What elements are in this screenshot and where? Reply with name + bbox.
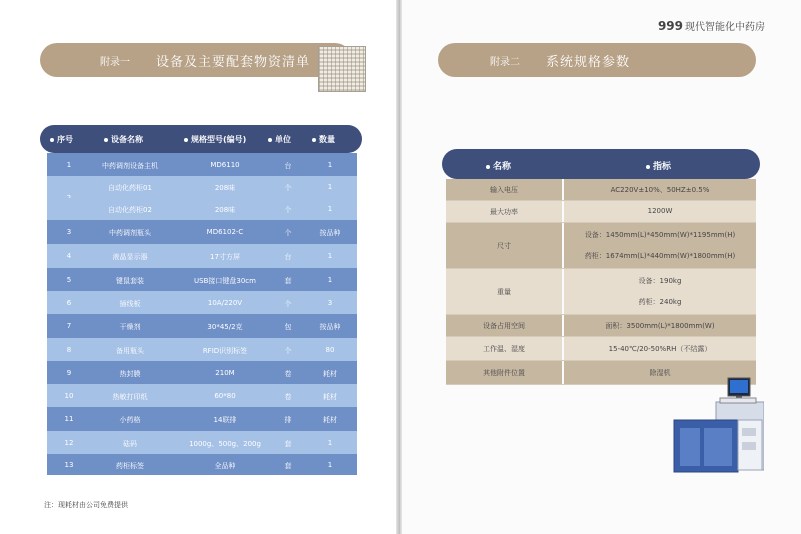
cell-name: 砝码 (123, 440, 137, 448)
cell-qty: 3 (327, 299, 333, 307)
spec-table-header (442, 149, 760, 179)
cell-unit: 套 (284, 440, 292, 448)
table-row (47, 244, 357, 268)
cell-no: 7 (66, 322, 72, 330)
cell-name: 自动化药柜02 (108, 206, 152, 214)
table-row (47, 431, 357, 454)
cell-unit: 个 (284, 206, 292, 214)
spec-value: AC220V±10%、50HZ±0.5% (610, 186, 710, 194)
spec-row (446, 201, 756, 223)
cell-spec: 17寸方屏 (210, 253, 240, 261)
cell-spec: 10A/220V (207, 299, 243, 307)
cell-no: 4 (66, 252, 72, 260)
spec-name: 其他附件位置 (483, 369, 525, 377)
cell-no: 5 (66, 276, 72, 284)
spec-name: 重量 (497, 288, 511, 296)
cell-unit: 包 (284, 323, 292, 331)
spec-value: 药柜：240kg (638, 298, 682, 306)
cell-name: 药柜标签 (116, 462, 144, 470)
cell-spec: 1000g、500g、200g (189, 440, 261, 448)
cell-qty: 按品种 (319, 229, 341, 237)
cell-unit: 个 (284, 300, 292, 308)
cell-unit: 套 (284, 277, 292, 285)
header-unit: 单位 (268, 134, 291, 145)
header-no: 序号 (50, 134, 73, 145)
cell-qty: 1 (327, 461, 333, 469)
cell-unit: 个 (284, 347, 292, 355)
cell-unit: 个 (284, 229, 292, 237)
table-row (47, 291, 357, 314)
footnote: 注：现耗材由公司免费提供 (44, 501, 128, 509)
spec-value: 药柜：1674mm(L)*440mm(W)*1800mm(H) (584, 252, 736, 260)
cell-unit: 卷 (284, 393, 292, 401)
spec-table (446, 179, 756, 385)
spec-value: 设备：190kg (638, 277, 682, 285)
spec-name: 输入电压 (490, 186, 518, 194)
spec-name: 设备占用空间 (483, 322, 525, 330)
cell-name: 键鼠套装 (116, 277, 144, 285)
cell-name: 热封膜 (119, 370, 141, 378)
header-name: 设备名称 (104, 134, 143, 145)
cell-spec: 14联排 (213, 416, 237, 424)
spec-row (446, 223, 756, 269)
header-item-value: 指标 (646, 159, 671, 172)
cell-no: 9 (66, 369, 72, 377)
spec-row (446, 179, 756, 201)
appendix-two-title: 系统规格参数 (546, 54, 631, 70)
cell-name: 中药调剂设备主机 (102, 162, 158, 170)
spec-value: 1200W (647, 207, 673, 215)
cell-no: 6 (66, 299, 72, 307)
cell-qty: 1 (327, 276, 333, 284)
cell-spec: 全品种 (214, 462, 236, 470)
equipment-table-header (40, 125, 362, 153)
cell-qty: 耗材 (323, 416, 337, 424)
cell-unit: 排 (284, 416, 292, 424)
table-row (47, 268, 357, 291)
cell-no: 1 (66, 161, 72, 169)
cell-unit: 卷 (284, 370, 292, 378)
cell-spec: 208味 (214, 184, 236, 192)
bullet-dot-icon (486, 165, 490, 169)
cell-qty: 按品种 (319, 323, 341, 331)
table-row (47, 220, 357, 244)
brand-header (658, 18, 765, 33)
bullet-dot-icon (104, 138, 108, 142)
brand-number: 999 (657, 19, 683, 33)
cell-name: 热敏打印纸 (112, 393, 148, 401)
spec-value: 设备：1450mm(L)*450mm(W)*1195mm(H) (584, 231, 736, 239)
cell-spec: MD6110 (210, 161, 240, 169)
table-row (47, 314, 357, 338)
table-row (47, 338, 357, 361)
cell-qty: 1 (327, 252, 333, 260)
appendix-one-title: 设备及主要配套物资清单 (156, 54, 311, 70)
equipment-table (47, 153, 357, 475)
cell-qty: 1 (327, 205, 333, 213)
bullet-dot-icon (268, 138, 272, 142)
medicine-cabinet-photo (318, 46, 366, 92)
cell-qty: 耗材 (323, 370, 337, 378)
cell-name: 插线板 (119, 300, 141, 308)
spec-name: 最大功率 (490, 208, 518, 216)
cell-unit: 台 (284, 162, 292, 170)
cell-unit: 套 (284, 462, 292, 470)
cell-no: 8 (66, 346, 72, 354)
bullet-dot-icon (312, 138, 316, 142)
cell-no: 3 (66, 228, 72, 236)
bullet-dot-icon (184, 138, 188, 142)
cell-spec: 210M (215, 369, 235, 377)
spec-value: 15-40℃/20-50%RH（不结露） (608, 345, 712, 353)
spec-row (446, 269, 756, 315)
table-row (47, 407, 357, 431)
cell-unit: 个 (284, 184, 292, 192)
cell-no: 12 (64, 439, 74, 447)
cell-no: 13 (64, 461, 74, 469)
bullet-dot-icon (646, 165, 650, 169)
cell-no: 11 (64, 415, 74, 423)
appendix-one-banner (40, 43, 352, 77)
cell-spec: MD6102-C (206, 228, 244, 236)
table-row (47, 176, 357, 198)
dispensing-machine-illustration (672, 376, 764, 474)
spec-row (446, 337, 756, 361)
table-row (47, 384, 357, 407)
cell-spec: 60*80 (214, 392, 236, 400)
cell-no: 10 (64, 392, 74, 400)
cell-spec: RFID识别标签 (202, 347, 248, 355)
cell-name: 小药格 (119, 416, 141, 424)
cell-spec: 208味 (214, 206, 236, 214)
cell-name: 中药调剂瓶头 (109, 229, 151, 237)
spec-value: 面积：3500mm(L)*1800mm(W) (605, 322, 715, 330)
appendix-two-banner (438, 43, 756, 77)
bullet-dot-icon (50, 138, 54, 142)
appendix-one-label: 附录一 (100, 56, 130, 68)
table-row (47, 198, 357, 220)
cell-name: 干燥剂 (119, 323, 141, 331)
spec-name: 尺寸 (497, 242, 511, 250)
cell-qty: 1 (327, 183, 333, 191)
cell-name: 自动化药柜01 (108, 184, 152, 192)
cell-unit: 台 (284, 253, 292, 261)
cell-qty: 80 (325, 346, 335, 354)
header-item-name: 名称 (486, 159, 511, 172)
cell-qty: 1 (327, 439, 333, 447)
cell-spec: USB接口键盘30cm (194, 277, 256, 285)
spec-name: 工作温、湿度 (483, 345, 525, 353)
cell-name: 液晶显示器 (112, 253, 148, 261)
spec-value: 除湿机 (649, 369, 671, 377)
cell-qty: 耗材 (323, 393, 337, 401)
appendix-two-label: 附录二 (490, 56, 520, 68)
cell-qty: 1 (327, 161, 333, 169)
cell-name: 备用瓶头 (116, 347, 144, 355)
brand-name: 现代智能化中药房 (685, 22, 765, 33)
table-row (47, 153, 357, 176)
table-row (47, 361, 357, 384)
header-qty: 数量 (312, 134, 335, 145)
header-spec: 规格型号(编号) (184, 134, 246, 145)
cell-spec: 30*45/2克 (207, 323, 243, 331)
spec-row (446, 315, 756, 337)
table-row (47, 454, 357, 475)
